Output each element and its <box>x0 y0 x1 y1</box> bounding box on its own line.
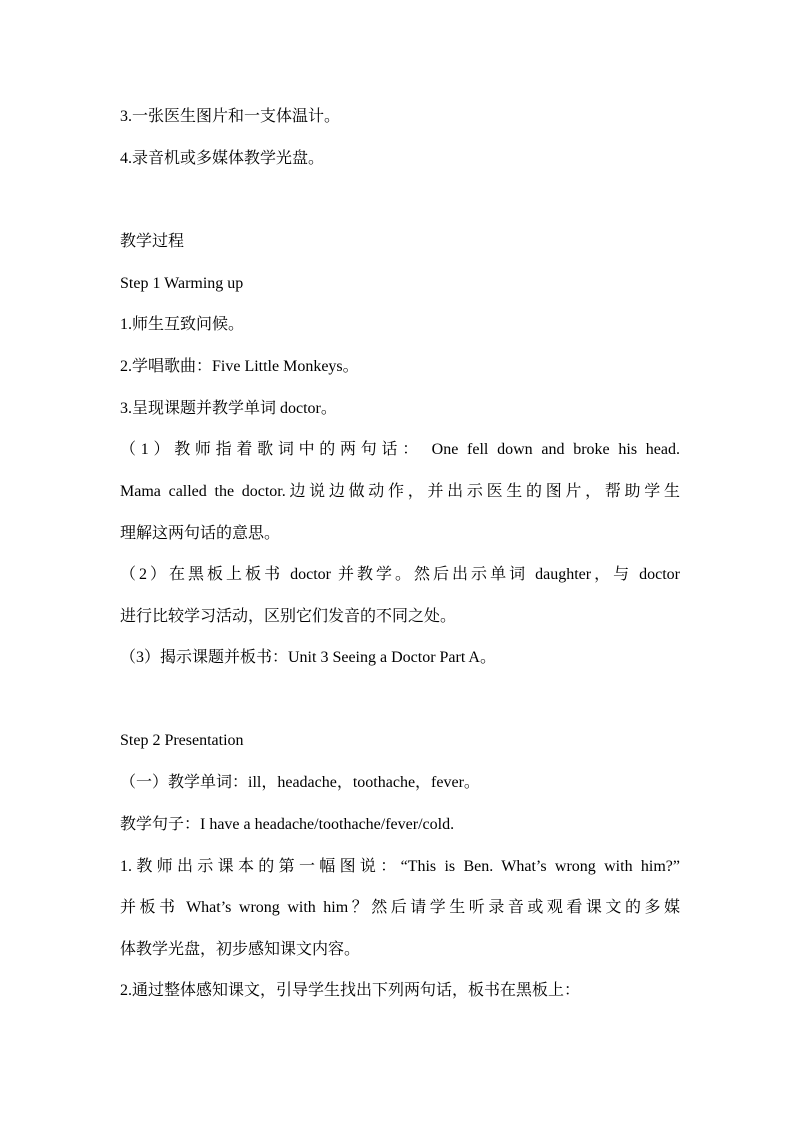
step2-line: （一）教学单词：ill，headache，toothache，fever。 <box>120 774 480 791</box>
step1-title: Step 1 Warming up <box>120 275 244 292</box>
step1-line: 1.师生互致问候。 <box>120 316 245 333</box>
step1-line: （3）揭示课题并板书：Unit 3 Seeing a Doctor Part A。 <box>120 649 496 666</box>
materials-item-3: 3.一张医生图片和一支体温计。 <box>120 108 341 125</box>
step2-line: 教学句子：I have a headache/toothache/fever/cold. <box>120 816 455 833</box>
step2-line: 体教学光盘，初步感知课文内容。 <box>120 941 361 958</box>
materials-item-4: 4.录音机或多媒体教学光盘。 <box>120 150 325 167</box>
step1-line: 理解这两句话的意思。 <box>120 525 281 542</box>
step2-line: 并板书 What’s wrong with him？然后请学生听录音或观看课文的多媒 <box>120 899 680 916</box>
step2-line: 2.通过整体感知课文，引导学生找出下列两句话，板书在黑板上： <box>120 982 581 999</box>
step1-line: 2.学唱歌曲：Five Little Monkeys。 <box>120 358 359 375</box>
step1-line: 进行比较学习活动，区别它们发音的不同之处。 <box>120 608 457 625</box>
section-heading: 教学过程 <box>120 233 185 250</box>
step1-line: （1）教师指着歌词中的两句话： One fell down and broke his head. <box>120 441 680 458</box>
step2-title: Step 2 Presentation <box>120 732 244 749</box>
step2-line: 1.教师出示课本的第一幅图说：“This is Ben. What’s wrong with him?” <box>120 858 680 875</box>
step1-line: Mama called the doctor.边说边做动作，并出示医生的图片，帮助学生 <box>120 483 680 500</box>
step1-line: 3.呈现课题并教学单词 doctor。 <box>120 400 337 417</box>
step1-line: （2）在黑板上板书 doctor 并教学。然后出示单词 daughter，与 doctor <box>120 566 680 583</box>
